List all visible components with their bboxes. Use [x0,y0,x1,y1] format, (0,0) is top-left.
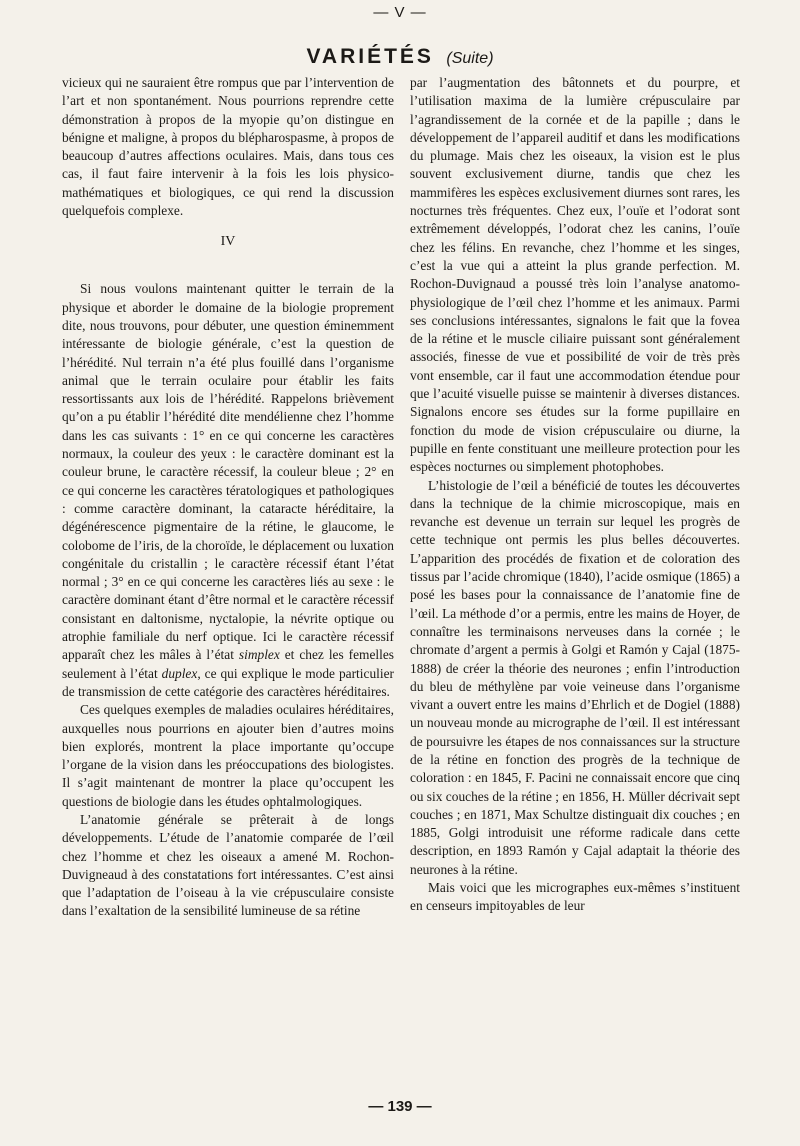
right-column [410,74,740,1094]
paragraph: Mais voici que les micrographes eux-mêmes s’instituent en censeurs impitoyables de leur [410,880,740,914]
left-column [62,74,394,1094]
section-number: — V — [373,4,427,21]
paragraph-text: Si nous voulons maintenant quitter le terrain de la physique et aborder le domaine de la biologie proprement dite, nous trouvons, pour débuter, une question éminemment intéressante de biologie générale, c’est la question de l’hérédité. Nul terrain n’a été plus fouillé dans l’organisme animal que le terrain oculaire pour établir les faits ressortissants aux lois de l’hérédité. Rappelons brièvement qu’on a pu établir l’hérédité dite mendélienne chez l’homme dans les cas suivants : 1° en ce qui concerne les caractères normaux, la couleur des yeux : le caractère dominant est la couleur brune, le caractère récessif, la couleur bleue ; 2° en ce qui concerne les caractères tératologiques et pathologiques : comme caractère dominant, la cataracte héréditaire, la dégénérescence pigmentaire de la rétine, le glaucome, le colobome de l’iris, de la choroïde, le déplacement ou luxation congénitale du cristallin ; le caractère récessif étant l’état normal ; 3° en ce qui concerne les caractères liés au sexe : le caractère dominant étant d’être normal et le caractère récessif consistant en daltonisme, nyctalopie, la névrite optique ou atrophie familiale du nerf optique. Ici le caractère récessif apparaît chez les mâles à l’état [62,281,394,663]
paragraph: L’histologie de l’œil a bénéficié de toutes les découvertes dans la technique de la chimie microscopique, mais en revanche est devenue un terrain sur lequel les progrès de cette technique ont permis les plus belles découvertes. L’apparition des procédés de fixation et de coloration des tissus par l’acide chromique (1840), l’acide osmique (1865) a posé les bases pour la connaissance de l’anatomie fine de l’œil. La méthode d’or a permis, entre les mains de Hoyer, de connaître les terminaisons nerveuses dans la cornée ; le chromate d’argent a permis à Golgi et Ramón y Cajal (1875-1888) de créer la théorie des neurones ; enfin l’introduction du bleu de méthylène par voie veineuse dans l’organisme vivant a ouvert entre les mains d’Ehrlich et de Dogiel (1888) un nouveau monde au micrographe de l’œil. Il est intéressant de poursuivre les étapes de nos connaissances sur la structure de la rétine en fonction des progrès de la technique de coloration : en 1845, F. Pacini ne connaissait encore que cinq ou six couches de la rétine ; en 1856, H. Müller décrivait sept couches ; en 1871, Max Schultze distinguait dix couches ; en 1885, Golgi introduisit une réforme radicale dans cette description, en 1893 Ramón y Cajal adaptait la théorie des neurones à la rétine. [410,477,740,877]
paragraph: vicieux qui ne sauraient être rompus que par l’intervention de l’art et non spontanément. Nous pourrions reprendre cette démonstration à propos de la myopie qu’on distingue en bénigne et maligne, à propos du blépharospasme, à propos de beaucoup d’autres affections oculaires. Mais, dans tous ces cas, il faut faire intervenir à la fois les lois physico-mathématiques et biologiques, ce qui rend la discussion quelquefois complexe. [62,75,394,219]
italic-term: duplex [161,665,198,681]
running-head [0,46,800,70]
page-number: — 139 — [368,1098,432,1115]
paragraph [62,280,394,701]
section-title: VARIÉTÉS [306,45,434,68]
section-subtitle: (Suite) [446,50,494,67]
italic-term: simplex [238,647,280,663]
paragraph-text: et chez les femelles seulement à l’état [62,647,394,681]
section-heading: IV [220,234,236,250]
paragraph: Ces quelques exemples de maladies oculaires héréditaires, auxquelles nous pourrions en ajouter bien d’autres moins bien explorés, montrent la place importante qu’occupe l’organe de la vision dans les préoccupations des biologistes. Il s’agit maintenant de montrer la place qu’occupent les questions de biologie dans les études ophtalmologiques. [62,702,394,809]
paragraph: par l’augmentation des bâtonnets et du pourpre, et l’utilisation maxima de la lumière crépusculaire par l’agrandissement de la cornée et de la papille ; dans le développement de l’appareil auditif et dans les modifications du plumage. Mais chez les oiseaux, la vision est le plus souvent exclusivement diurne, tandis que chez les mammifères les espèces exclusivement diurnes sont rares, les nocturnes très fréquentes. Chez eux, l’ouïe et l’odorat sont extrêmement développés, l’odorat chez les canins, l’ouïe chez les félins. En revanche, chez l’homme et les singes, c’est la vue qui a atteint la plus grande perfection. M. Rochon-Duvignaud a poussé très loin l’analyse anatomo-physiologique de l’œil chez l’homme et les animaux. Parmi ses conclusions intéressantes, signalons le fait que la fovea de la rétine et le muscle ciliaire puissant sont généralement associés, finesse de vue et possibilité de voir de très près vont ensemble, car il faut une accommodation étendue pour que l’acuité visuelle puisse se maintenir à diverses distances. Signalons encore ses études sur la forme pupillaire en fonction du mode de vision crépusculaire ou diurne, la pupille en fente constituant une meilleure protection pour les espèces nocturnes ou simplement photophobes. [410,75,740,475]
paragraph-text: , ce qui explique le mode particulier de transmission de cette catégorie des caractères héréditaires. [62,665,394,699]
paragraph: L’anatomie générale se prêterait à de longs développements. L’étude de l’anatomie comparée de l’œil chez l’homme et chez les oiseaux a amené M. Rochon-Duvigneaud à des constatations fort intéressantes. C’est ainsi que l’adaptation de l’oiseau à la vie crépusculaire consiste dans l’exaltation de la sensibilité lumineuse de sa rétine [62,811,394,919]
